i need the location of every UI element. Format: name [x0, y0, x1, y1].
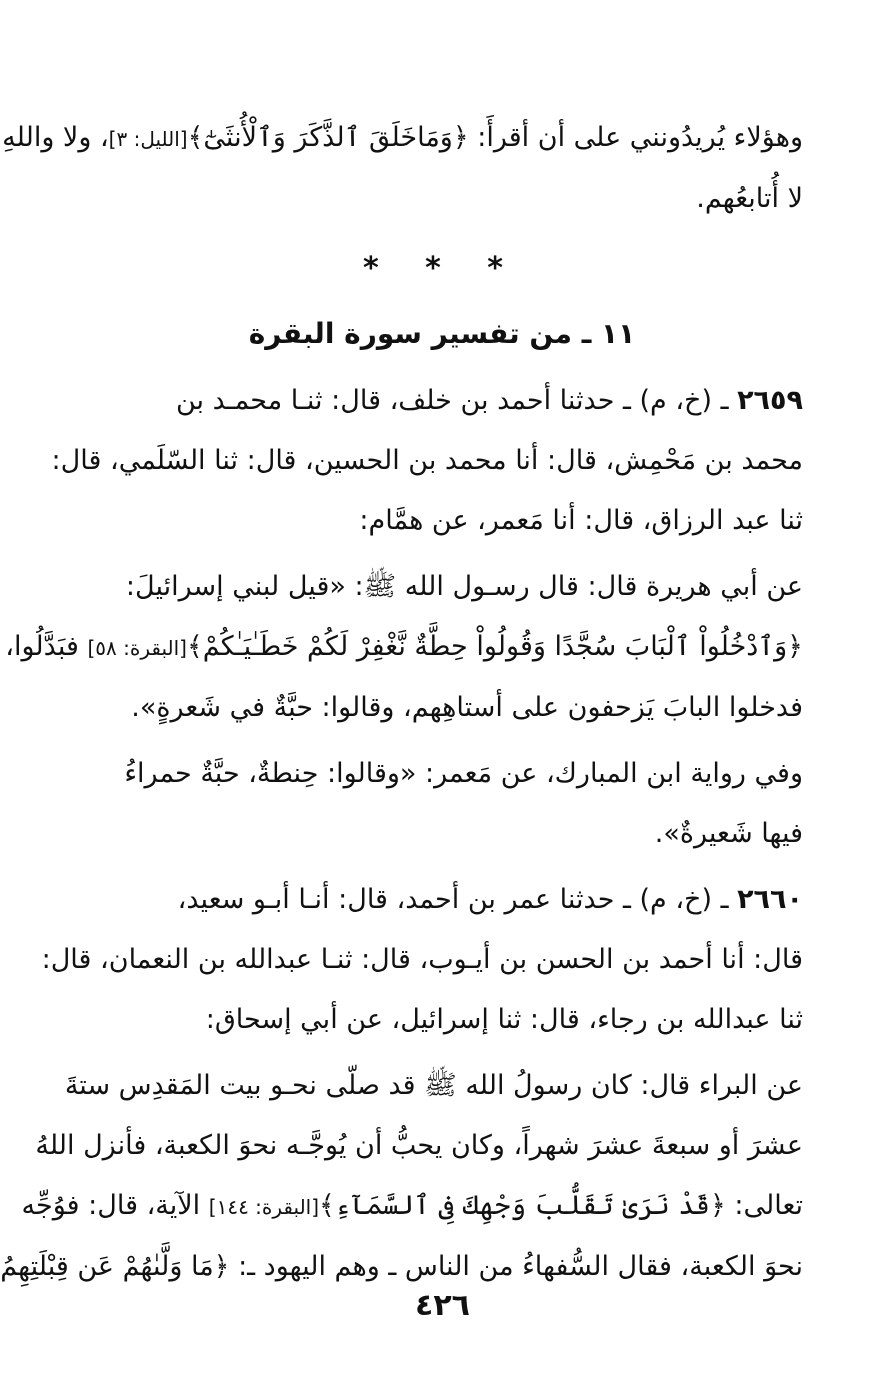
intro-line-1	[2, 108, 803, 169]
matn-text: فبَدَّلُوا،	[5, 631, 88, 662]
matn-line: عشرَ أو سبعةَ عشرَ شهراً، وكان يحبُّ أن يُوجَّـه نحوَ الكعبة، فأنزل اللهُ	[35, 1130, 803, 1161]
quran-verse: ﴿وَٱدْخُلُواْ ٱلْبَابَ سُجَّدًا وَقُولُواْ حِطَّةٌ نَّغْفِرْ لَكُمْ خَطَـٰيَـٰكُمْ﴾	[186, 631, 803, 662]
isnad-line: محمد بن مَحْمِش، قال: أنا محمد بن الحسين، قال: ثنا السّلَمي، قال:	[51, 445, 803, 476]
matn-line	[5, 617, 803, 678]
isnad-line: ثنا عبدالله بن رجاء، قال: ثنا إسرائيل، عن أبي إسحاق:	[205, 1004, 803, 1035]
matn-text: تعالى:	[725, 1190, 803, 1221]
variant-line: وفي رواية ابن المبارك، عن مَعمر: «وقالوا: حِنطةٌ، حبَّةٌ حمراءُ	[124, 758, 803, 789]
section-title: ١١ ـ من تفسير سورة البقرة	[248, 317, 636, 350]
page-number: ٤٢٦	[415, 1288, 470, 1323]
verse-reference: [البقرة: ١٤٤]	[208, 1195, 320, 1219]
section-separator: * * *	[363, 251, 521, 286]
isnad-line	[81, 870, 803, 930]
isnad-text: ـ (خ، م) ـ حدثنا عمر بن أحمد، قال: أنـا أبـو سعيد،	[177, 884, 738, 915]
verse-reference: [الليل: ٣]	[108, 127, 188, 151]
intro-text-end: ، ولا واللهِ	[2, 122, 109, 153]
intro-line-2: لا أُتابعُهم.	[696, 183, 803, 214]
intro-text: وهؤلاء يُريدُونني على أن أقرأَ:	[468, 122, 803, 153]
matn-line: فدخلوا البابَ يَزحفون على أستاهِهم، وقالوا: حبَّةٌ في شَعرةٍ».	[131, 692, 803, 723]
isnad-text: ـ (خ، م) ـ حدثنا أحمد بن خلف، قال: ثنـا محمـد بن	[175, 385, 738, 416]
verse-reference: [البقرة: ٥٨]	[87, 636, 187, 660]
hadith-2660-isnad	[41, 870, 803, 1050]
quran-verse: ﴿قَدْ نَرَىٰ تَقَلُّبَ وَجْهِكَ فِى ٱلسَّمَآءِ﴾	[319, 1190, 726, 1221]
isnad-line: ثنا عبد الرزاق، قال: أنا مَعمر، عن همَّام:	[359, 505, 803, 536]
page-body	[0, 108, 803, 1297]
matn-line	[21, 1176, 803, 1237]
isnad-line: قال: أنا أحمد بن الحسن بن أيـوب، قال: ثنـا عبدالله بن النعمان، قال:	[41, 944, 803, 975]
isnad-line	[81, 371, 803, 431]
hadith-2659-isnad	[51, 371, 803, 551]
quran-verse: ﴿وَمَاخَلَقَ ٱلذَّكَرَ وَٱلْأُنثَىٰٓ﴾	[187, 122, 469, 153]
intro-paragraph	[2, 108, 803, 229]
matn-text: نحوَ الكعبة، فقال السُّفهاءُ من الناس ـ وهم اليهود ـ:	[229, 1251, 803, 1282]
matn-text: الآية، قال: فوُجِّه	[21, 1190, 209, 1221]
matn-line: عن البراء قال: كان رسولُ الله ﷺ قد صلّى نحـو بيت المَقدِس ستةَ	[64, 1070, 803, 1101]
hadith-number: ٢٦٥٩	[737, 385, 803, 416]
hadith-2659-matn	[5, 557, 803, 738]
quran-verse: ﴿مَا وَلَّىٰهُمْ عَن قِبْلَتِهِمُ	[0, 1251, 230, 1282]
hadith-number: ٢٦٦٠	[737, 884, 803, 915]
matn-line: عن أبي هريرة قال: قال رسـول الله ﷺ: «قيل لبني إسرائيلَ:	[125, 571, 803, 602]
hadith-2659-variant	[81, 744, 803, 864]
hadith-2660-matn	[0, 1056, 803, 1297]
variant-line: فيها شَعيرةٌ».	[654, 818, 803, 849]
